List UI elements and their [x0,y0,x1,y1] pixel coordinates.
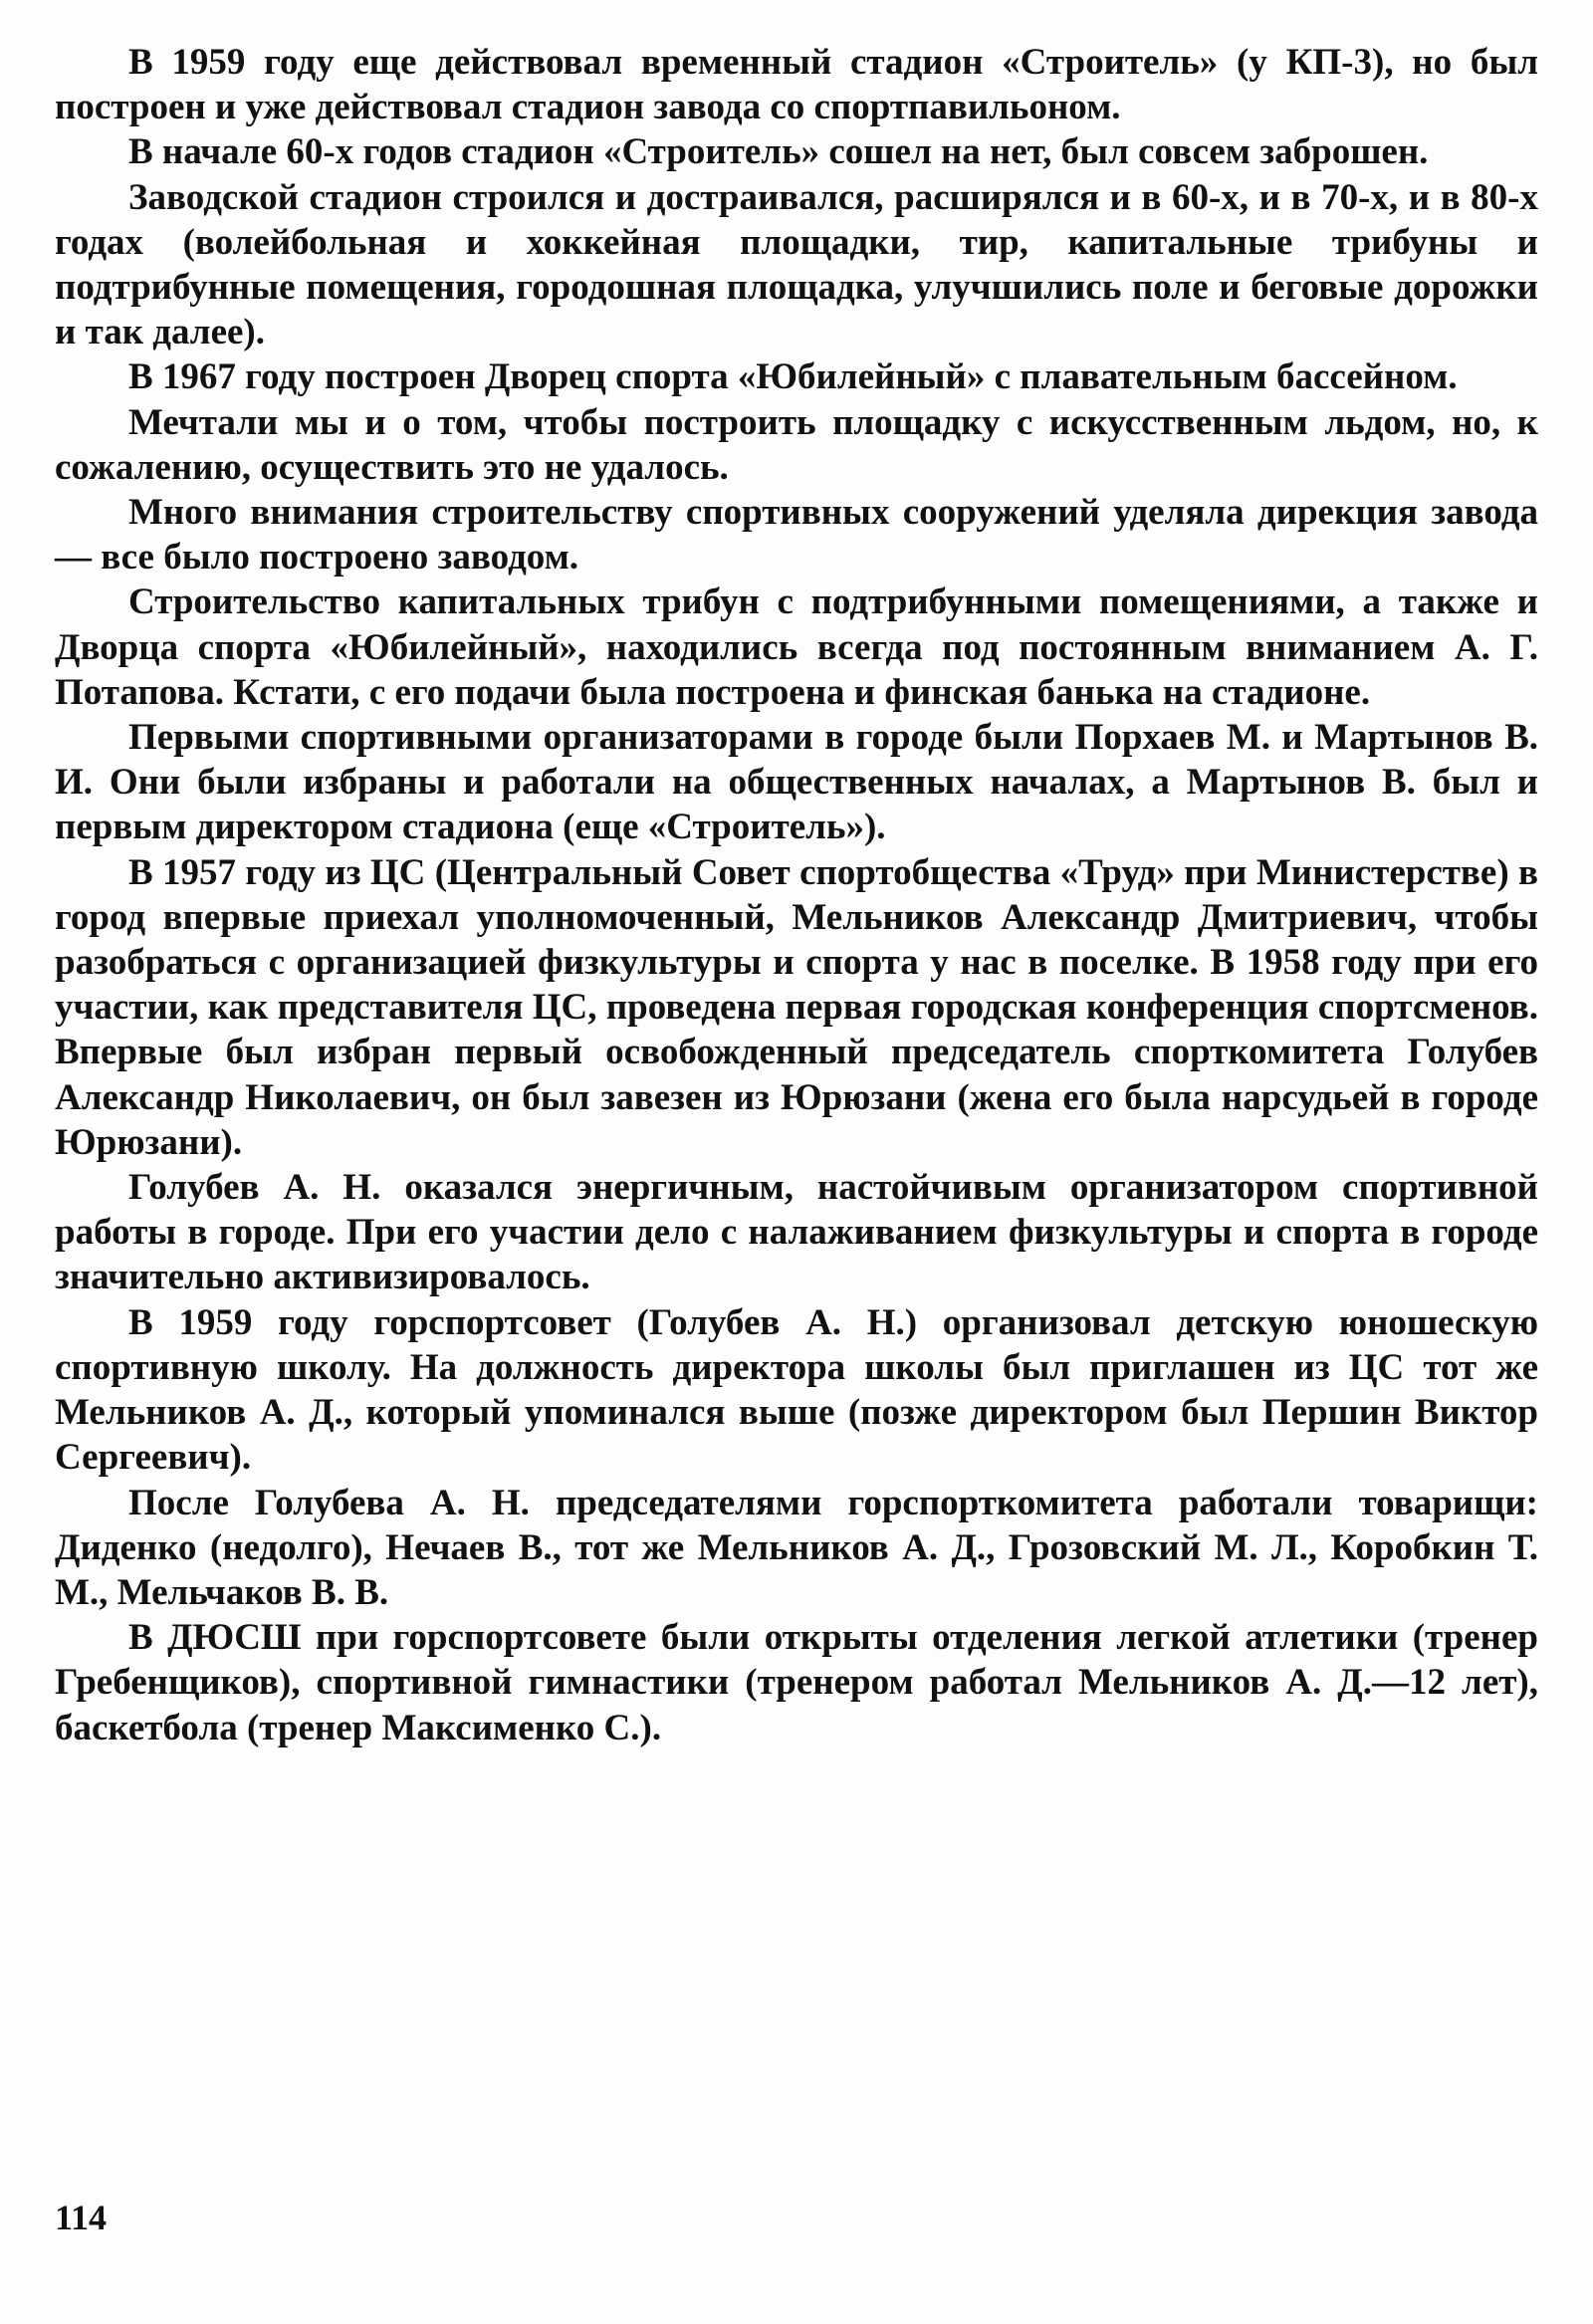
paragraph: В 1957 году из ЦС (Центральный Совет спортобщества «Труд» при Министерстве) в город впервые приехал уполномоченный, Мельников Александр Дмитриевич, чтобы разобраться с организацией физкультуры и спорта у нас в поселке. В 1958 году при его участии, как представителя ЦС, проведена первая городская конференция спортсменов. Впервые был избран первый освобожденный председатель спорткомитета Голубев Александр Николаевич, он был завезен из Юрюзани (жена его была нарсудьей в городе Юрюзани). [55,851,1538,1163]
paragraph: Много внимания строительству спортивных сооружений уделяла дирекция завода — все было построено заводом. [55,492,1538,579]
paragraph: Заводской стадион строился и достраивался, расширялся и в 60-х, и в 70-х, и в 80-х годах (волейбольная и хоккейная площадки, тир, капитальные трибуны и подтрибунные помещения, городошная площадка, улучшились поле и беговые дорожки и так далее). [55,176,1538,353]
body-text [55,40,1538,1750]
paragraph: В начале 60-х годов стадион «Строитель» сошел на нет, был совсем заброшен. [128,131,1429,173]
paragraph: Первыми спортивными организаторами в городе были Порхаев М. и Мартынов В. И. Они были избраны и работали на общественных началах, а Мартынов В. был и первым директором стадиона (еще «Строитель»). [55,717,1538,848]
paragraph: В ДЮСШ при горспортсовете были открыты отделения легкой атлетики (тренер Гребенщиков), спортивной гимнастики (тренером работал Мельников А. Д.—12 лет), баскетбола (тренер Максименко С.). [55,1617,1538,1748]
paragraph: Голубев А. Н. оказался энергичным, настойчивым организатором спортивной работы в городе. При его участии дело с налаживанием физкультуры и спорта в городе значительно активизировалось. [55,1167,1538,1298]
paragraph: Мечтали мы и о том, чтобы построить площадку с искусственным льдом, но, к сожалению, осуществить это не удалось. [55,401,1538,488]
paragraph: В 1959 году горспортсовет (Голубев А. Н.) организовал детскую юношескую спортивную школу. На должность директора школы был приглашен из ЦС тот же Мельников А. Д., который упоминался выше (позже директором был Першин Виктор Сергеевич). [55,1301,1538,1479]
paragraph: В 1959 году еще действовал временный стадион «Строитель» (у КП-3), но был построен и уже действовал стадион завода со спортпавильоном. [55,42,1538,128]
paragraph: В 1967 году построен Дворец спорта «Юбилейный» с плавательным бассейном. [128,356,1458,398]
paragraph: Строительство капитальных трибун с подтрибунными помещениями, а также и Дворца спорта «Юбилейный», находились всегда под постоянным вниманием А. Г. Потапова. Кстати, с его подачи была построена и финская банька на стадионе. [55,581,1538,713]
page-number: 114 [55,2198,108,2237]
paragraph: После Голубева А. Н. председателями горспорткомитета работали товарищи: Диденко (недолго), Нечаев В., тот же Мельников А. Д., Грозовский М. Л., Коробкин Т. М., Мельчаков В. В. [55,1482,1538,1613]
